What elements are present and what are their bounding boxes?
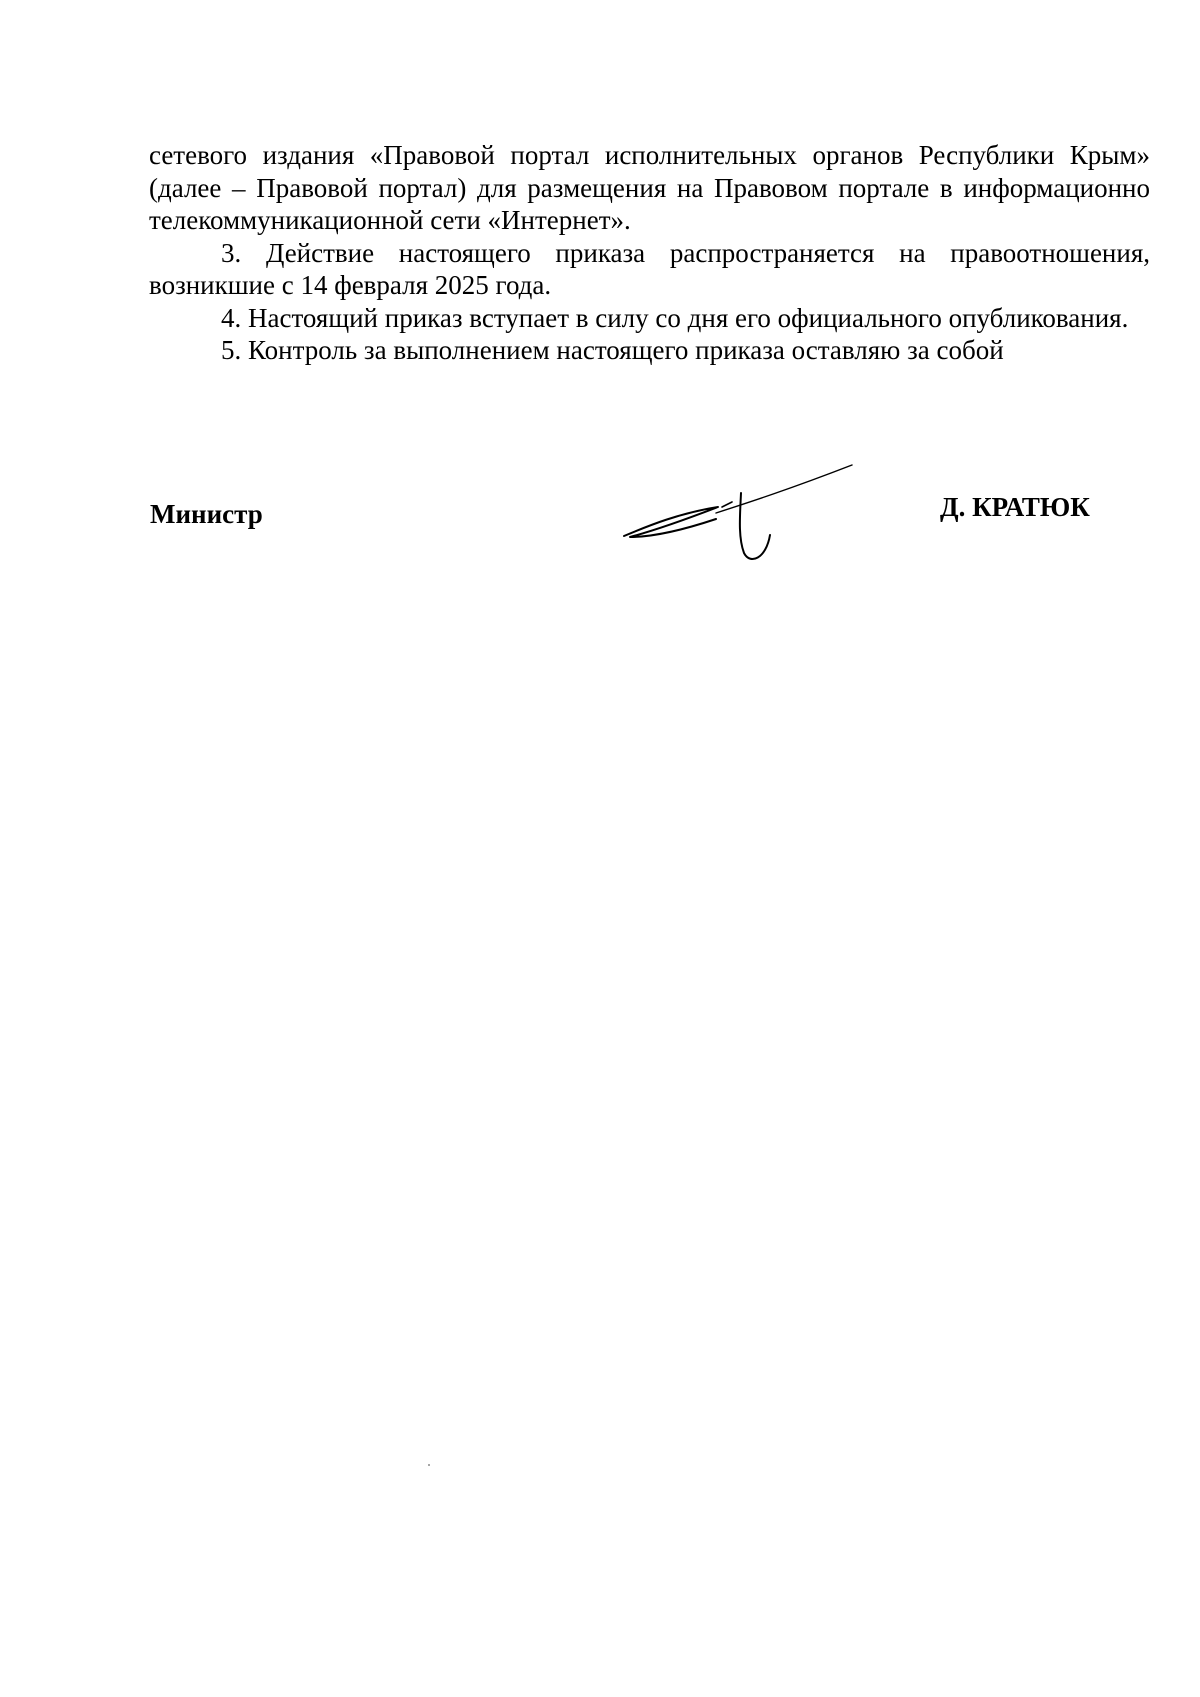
paragraph-item-5: 5. Контроль за выполнением настоящего приказа оставляю за собой	[221, 335, 1004, 365]
document-body	[149, 139, 1150, 367]
signature-stroke-hook	[740, 493, 770, 559]
signer-position: Министр	[150, 499, 263, 529]
signature-stroke-loop	[624, 507, 718, 537]
signature-stroke-rise	[716, 465, 852, 513]
paragraph-item-4: 4. Настоящий приказ вступает в силу со дня его официального опубликования.	[221, 302, 1129, 333]
signature-stroke-tick	[722, 502, 732, 507]
paragraph-item-3: 3. Действие настоящего приказа распространяется на правоотношения, возникшие с 14 февраля 2025 года.	[149, 237, 1150, 300]
handwritten-signature	[620, 455, 860, 570]
paragraph-publication: сетевого издания «Правовой портал исполнительных органов Республики Крым» (далее – Правовой портал) для размещения на Правовом портале в информационно телекоммуникационной сети «Интернет».	[149, 140, 1150, 235]
scan-artifact	[428, 1464, 430, 1466]
signer-name: Д. КРАТЮК	[940, 492, 1090, 522]
